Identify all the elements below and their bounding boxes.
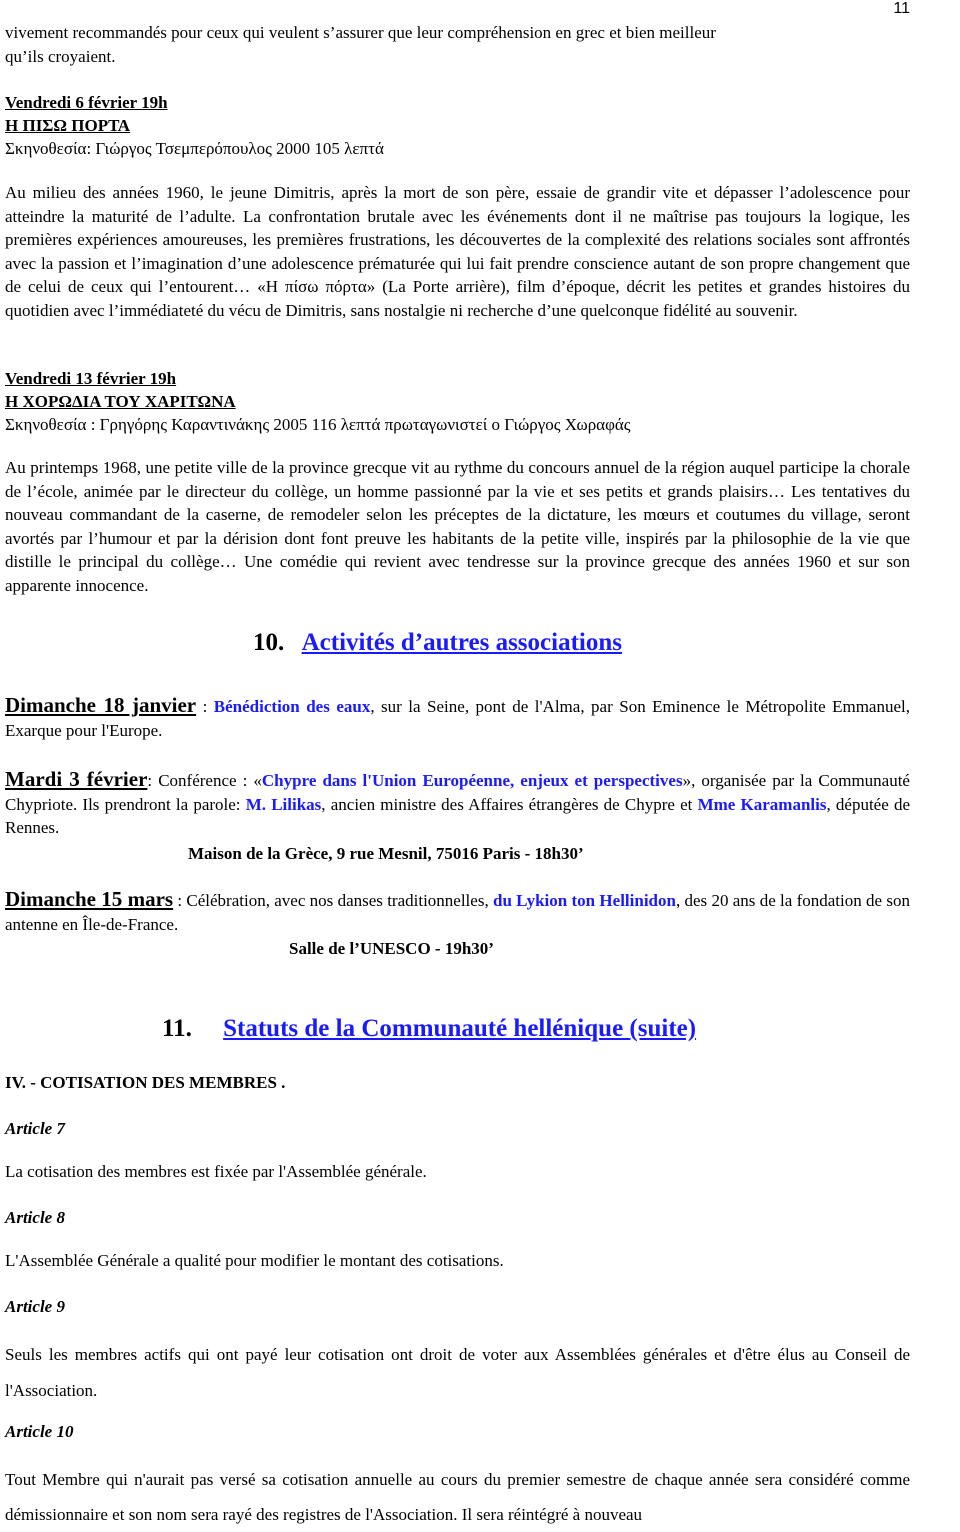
section-10-heading: [253, 629, 622, 657]
statutes-heading: IV. - COTISATION DES MEMBRES .: [5, 1073, 286, 1092]
event2-paragraph: [5, 768, 910, 840]
event1-text: , sur la Seine, pont de l'Alma, par Son Eminence le Métropolite Emmanuel, Exarque pour l'Europe.: [5, 697, 910, 740]
event2-speaker-2: Mme Karamanlis: [697, 794, 827, 814]
event2-date: Mardi 3 février: [5, 767, 148, 791]
event3-venue: Salle de l’UNESCO - 19h30’: [289, 939, 494, 958]
event1-sep: :: [196, 697, 214, 716]
event2-highlight: Chypre dans l'Union Européenne, enjeux et perspectives: [261, 771, 683, 790]
section-10-number: 10.: [253, 629, 285, 656]
event1-highlight: Bénédiction des eaux: [213, 697, 371, 716]
film2-synopsis: Au printemps 1968, une petite ville de la province grecque vit au rythme du concours annuel de la région auquel participe la chorale de l’école, animée par le directeur du collège, un homme passionné par la vie et ses petits et grands plaisirs… Les tentatives du nouveau commandant de la caserne, de remodeler selon les préceptes de la dictature, les mœurs et coutumes du village, seront avortés par l’humour et par la dérision dont font preuve les habitants de la petite ville, inspirés par la philosophie de la vie que distille le principal du collège… Une comédie qui revient avec tendresse sur la province grecque des années 1960 et sur son apparente innocence.: [5, 458, 910, 595]
article-title: Article 9: [5, 1297, 65, 1316]
event2-mid-2: , ancien ministre des Affaires étrangères de Chypre et: [321, 794, 698, 814]
intro-line-2: qu’ils croyaient.: [5, 46, 116, 66]
event2-mid: », organisée par la Communauté Chypriote. Ils prendront la parole:: [5, 771, 910, 814]
event3-date: Dimanche 15 mars: [5, 887, 174, 911]
film1-credits: Σκηνοθεσία: Γιώργος Τσεμπερόπουλος 2000 105 λεπτά: [5, 139, 384, 158]
film1-title: Η ΠΙΣΩ ΠΟΡΤΑ: [5, 116, 131, 135]
film1-synopsis: Au milieu des années 1960, le jeune Dimitris, après la mort de son père, essaie de grandir vite et dépasser l’adolescence pour atteindre la maturité de l’adulte. La confrontation brutale avec les événements dont il ne maîtrise pas toujours la logique, les premières expériences amoureuses, les premières frustrations, les découvertes de la complexité des relations sociales sont affrontés avec la passion et l’imagination d’une adolescence prématurée qui lui fait prendre conscience autant de son propre changement que de celui de ceux qui l’entourent… «Η πίσω πόρτα» (La Porte arrière), film d’époque, décrit les petites et grandes histoires du quotidien avec l’immédiateté du vécu de Dimitris, sans nostalgie ni recherche d’une quelconque fidélité au souvenir.: [5, 183, 910, 320]
event3-text: , des 20 ans de la fondation de son antenne en Île-de-France.: [5, 891, 910, 934]
article-text: L'Assemblée Générale a qualité pour modifier le montant des cotisations.: [5, 1251, 504, 1270]
film2-credits: Σκηνοθεσία : Γρηγόρης Καραντινάκης 2005 116 λεπτά πρωταγωνιστεί ο Γιώργος Χωραφάς: [5, 415, 631, 434]
article-title: Article 8: [5, 1208, 65, 1227]
article-title: Article 10: [5, 1422, 74, 1441]
article-title: Article 7: [5, 1119, 65, 1138]
event3-pre: : Célébration, avec nos danses traditionnelles,: [173, 891, 493, 910]
section-11-number: 11.: [162, 1015, 192, 1042]
film2-date: Vendredi 13 février 19h: [5, 369, 177, 388]
event1-date: Dimanche 18 janvier: [5, 693, 197, 717]
film2-title: Η ΧΟΡΩΔΙΑ ΤΟΥ ΧΑΡΙΤΩΝΑ: [5, 392, 236, 411]
film1-date: Vendredi 6 février 19h: [5, 93, 168, 112]
article-text: Tout Membre qui n'aurait pas versé sa cotisation annuelle au cours du premier semestre de chaque année sera considéré comme démissionnaire et son nom sera rayé des registres de l'Association. Il sera réintégré à nouveau: [5, 1470, 910, 1524]
intro-paragraph: [5, 21, 910, 68]
article-text: La cotisation des membres est fixée par l'Assemblée générale.: [5, 1162, 427, 1181]
event1-paragraph: [5, 694, 910, 742]
event2-end: , députée de Rennes.: [5, 794, 911, 837]
event2-venue: Maison de la Grèce, 9 rue Mesnil, 75016 Paris - 18h30’: [188, 844, 584, 863]
section-11-title: Statuts de la Communauté hellénique (suite): [223, 1015, 697, 1042]
event2-speaker-1: M. Lilikas: [245, 794, 322, 814]
event2-pre: : Conférence : «: [147, 771, 262, 790]
article-text: Seuls les membres actifs qui ont payé leur cotisation ont droit de voter aux Assemblées générales et d'être élus au Conseil de l'Association.: [5, 1345, 910, 1400]
intro-line-1: vivement recommandés pour ceux qui veulent s’assurer que leur compréhension en grec et bien meilleur: [5, 23, 716, 42]
section-10-title: Activités d’autres associations: [301, 629, 622, 656]
event3-paragraph: [5, 888, 910, 936]
page-number: 11: [893, 0, 910, 17]
event3-highlight: du Lykion ton Hellinidon: [492, 891, 676, 910]
section-11-heading: [162, 1015, 696, 1043]
